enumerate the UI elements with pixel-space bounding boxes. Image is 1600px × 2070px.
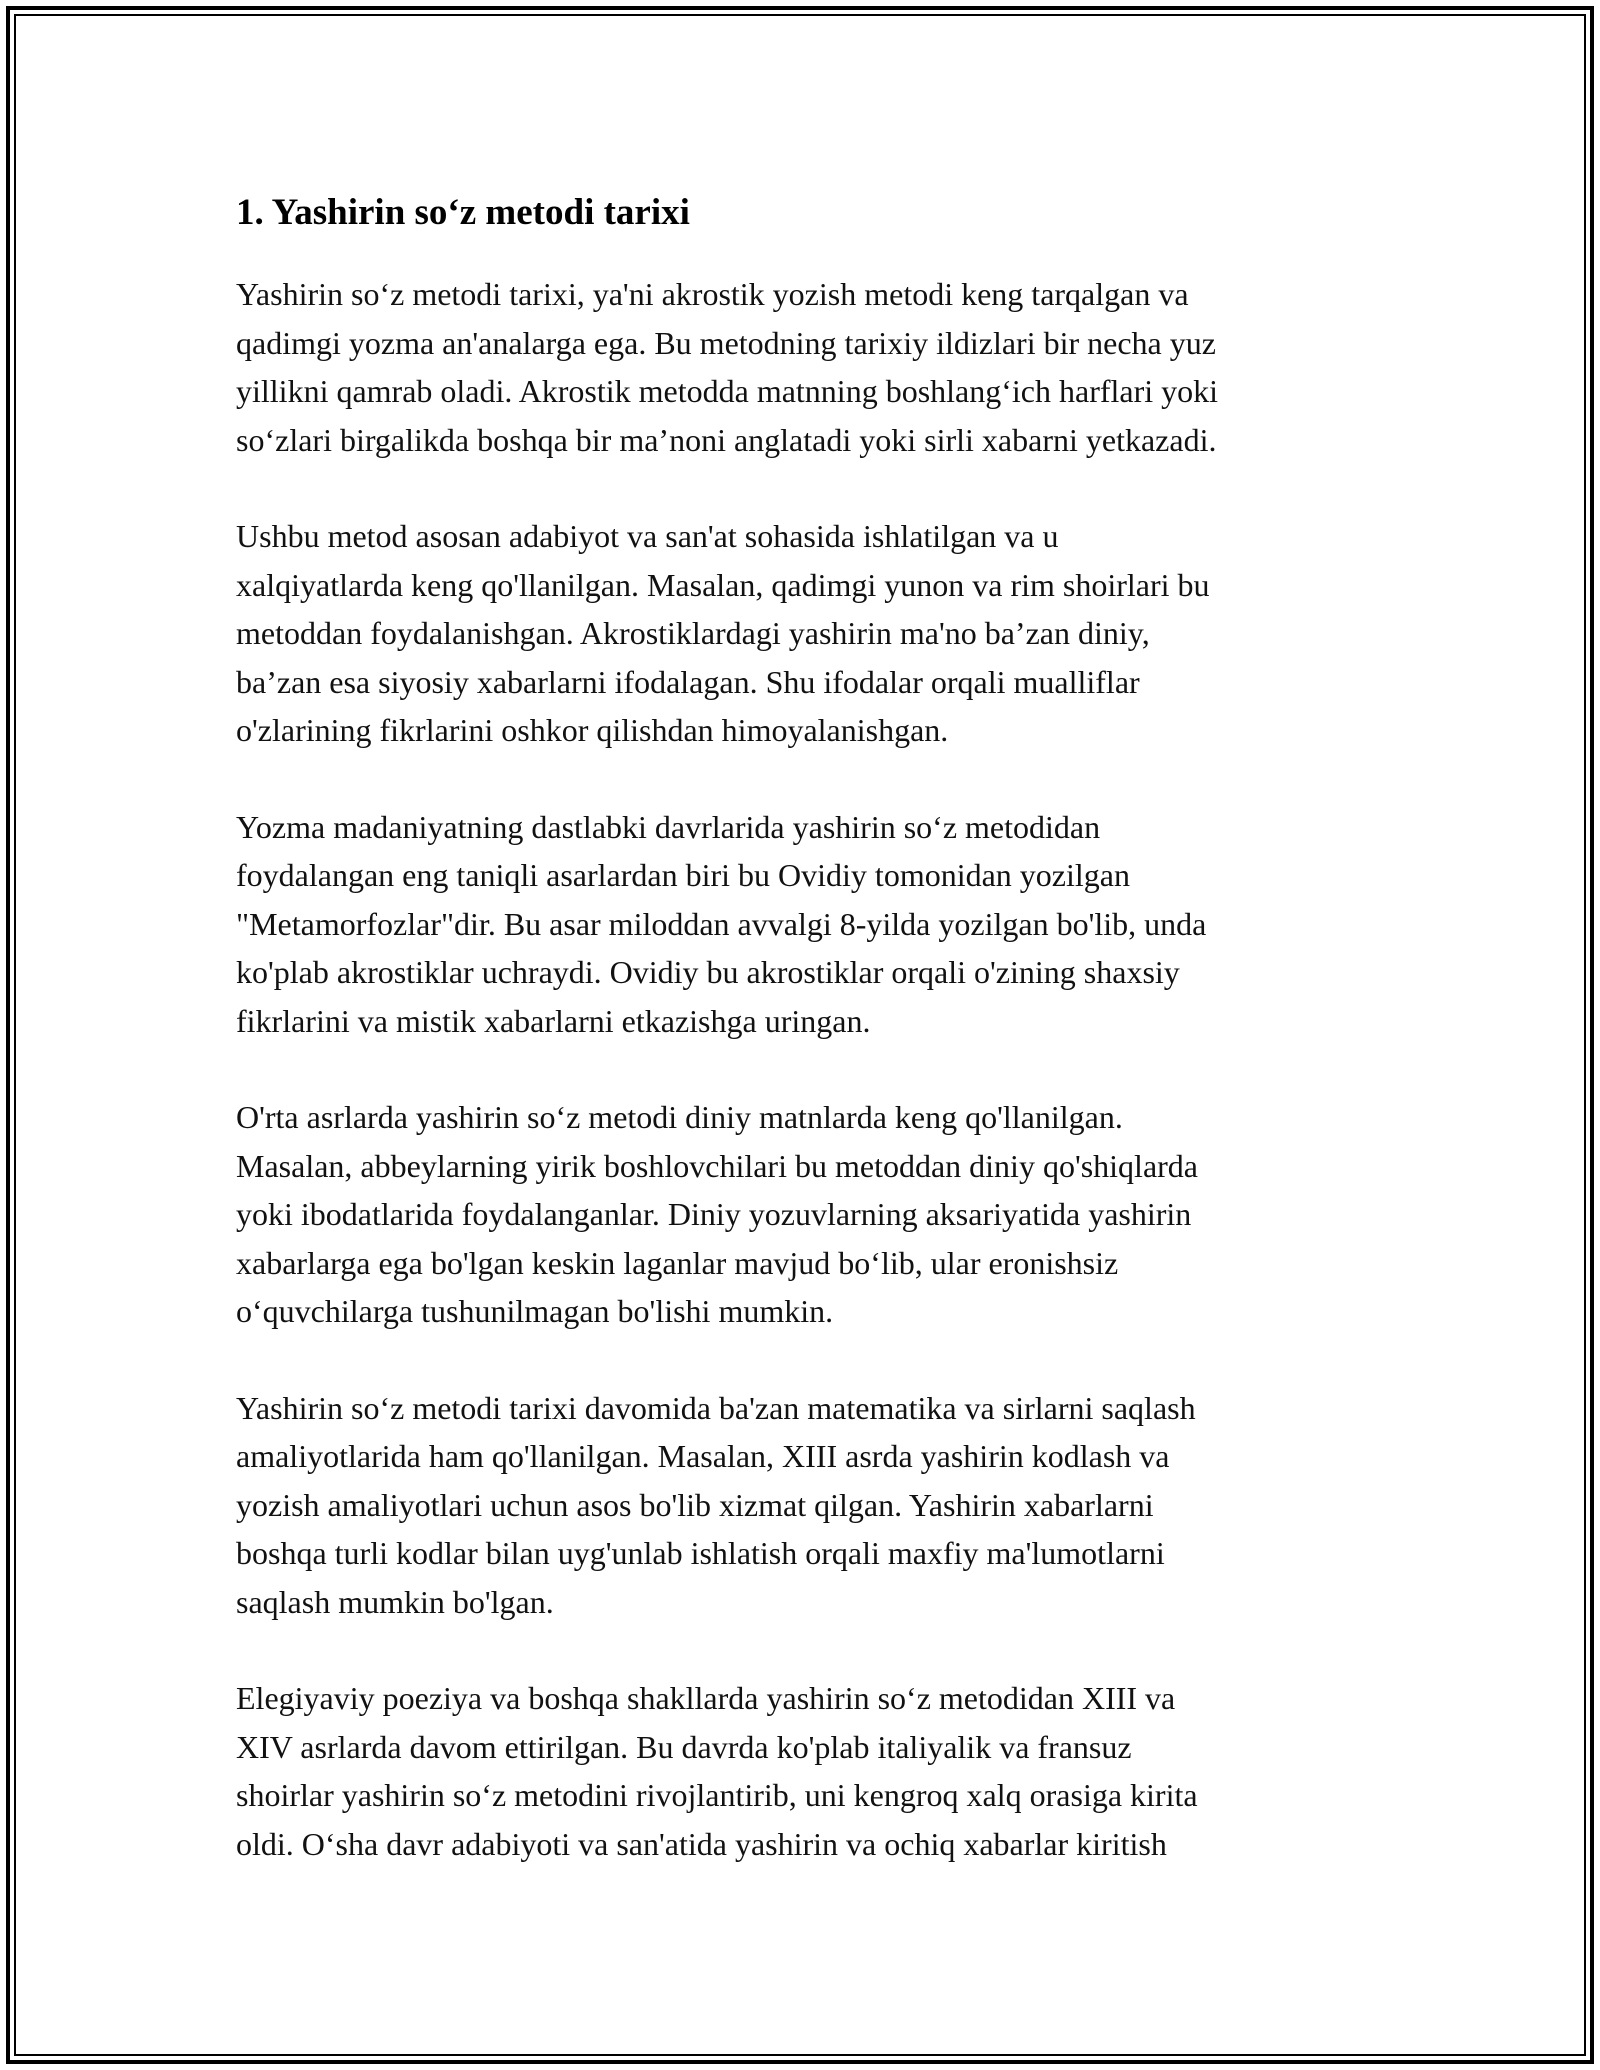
text-line: O'rta asrlarda yashirin so‘z metodi diniy matnlarda keng qo'llanilgan. <box>236 1099 1123 1135</box>
paragraph-2 <box>236 512 1376 755</box>
paragraph-3 <box>236 803 1376 1046</box>
text-line: saqlash mumkin bo'lgan. <box>236 1583 554 1620</box>
text-line: qadimgi yozma an'analarga ega. Bu metodning tarixiy ildizlari bir necha yuz <box>236 324 1216 361</box>
text-line: fikrlarini va mistik xabarlarni etkazishga uringan. <box>236 1002 871 1039</box>
text-line: yoki ibodatlarida foydalanganlar. Diniy yozuvlarning aksariyatida yashirin <box>236 1196 1192 1232</box>
text-line: foydalangan eng taniqli asarlardan biri bu Ovidiy tomonidan yozilgan <box>236 857 1130 893</box>
text-line: amaliyotlarida ham qo'llanilgan. Masalan, XIII asrda yashirin kodlash va <box>236 1438 1170 1474</box>
paragraph-4 <box>236 1093 1376 1336</box>
text-line: o'zlarining fikrlarini oshkor qilishdan himoyalanishgan. <box>236 712 949 748</box>
text-line: ba’zan esa siyosiy xabarlarni ifodalagan. Shu ifodalar orqali mualliflar <box>236 663 1140 700</box>
paragraph-1 <box>236 270 1376 464</box>
text-line: ko'plab akrostiklar uchraydi. Ovidiy bu akrostiklar orqali o'zining shaxsiy <box>236 954 1180 990</box>
text-line: o‘quvchilarga tushunilmagan bo'lishi mumkin. <box>236 1293 834 1329</box>
text-line: boshqa turli kodlar bilan uyg'unlab ishlatish orqali maxfiy ma'lumotlarni <box>236 1535 1165 1571</box>
text-line: xabarlarga ega bo'lgan keskin laganlar mavjud bo‘lib, ular eronishsiz <box>236 1244 1119 1281</box>
document-body <box>236 186 1376 1916</box>
text-line: Ushbu metod asosan adabiyot va san'at sohasida ishlatilgan va u <box>236 518 1059 554</box>
text-line: metoddan foydalanishgan. Akrostiklardagi yashirin ma'no ba’zan diniy, <box>236 615 1150 651</box>
text-line: Yashirin so‘z metodi tarixi davomida ba'zan matematika va sirlarni saqlash <box>236 1389 1196 1426</box>
section-heading: 1. Yashirin so‘z metodi tarixi <box>236 192 690 233</box>
text-line: XIV asrlarda davom ettirilgan. Bu davrda ko'plab italiyalik va fransuz <box>236 1728 1132 1765</box>
text-line: yozish amaliyotlari uchun asos bo'lib xizmat qilgan. Yashirin xabarlarni <box>236 1486 1154 1523</box>
text-line: Elegiyaviy poeziya va boshqa shakllarda yashirin so‘z metodidan XIII va <box>236 1680 1176 1716</box>
text-line: "Metamorfozlar"dir. Bu asar miloddan avvalgi 8-yilda yozilgan bo'lib, unda <box>236 905 1207 942</box>
text-line: Yozma madaniyatning dastlabki davrlarida yashirin so‘z metodidan <box>236 808 1101 845</box>
text-line: xalqiyatlarda keng qo'llanilgan. Masalan, qadimgi yunon va rim shoirlari bu <box>236 566 1210 603</box>
text-line: oldi. O‘sha davr adabiyoti va san'atida yashirin va ochiq xabarlar kiritish <box>236 1825 1167 1862</box>
paragraph-6 <box>236 1674 1376 1868</box>
text-line: shoirlar yashirin so‘z metodini rivojlantirib, uni kengroq xalq orasiga kirita <box>236 1777 1198 1813</box>
paragraph-5 <box>236 1384 1376 1627</box>
text-line: Masalan, abbeylarning yirik boshlovchilari bu metoddan diniy qo'shiqlarda <box>236 1147 1198 1184</box>
text-line: yillikni qamrab oladi. Akrostik metodda matnning boshlang‘ich harflari yoki <box>236 373 1219 409</box>
text-line: so‘zlari birgalikda boshqa bir ma’noni anglatadi yoki sirli xabarni yetkazadi. <box>236 421 1217 458</box>
text-line: Yashirin so‘z metodi tarixi, ya'ni akrostik yozish metodi keng tarqalgan va <box>236 276 1189 312</box>
